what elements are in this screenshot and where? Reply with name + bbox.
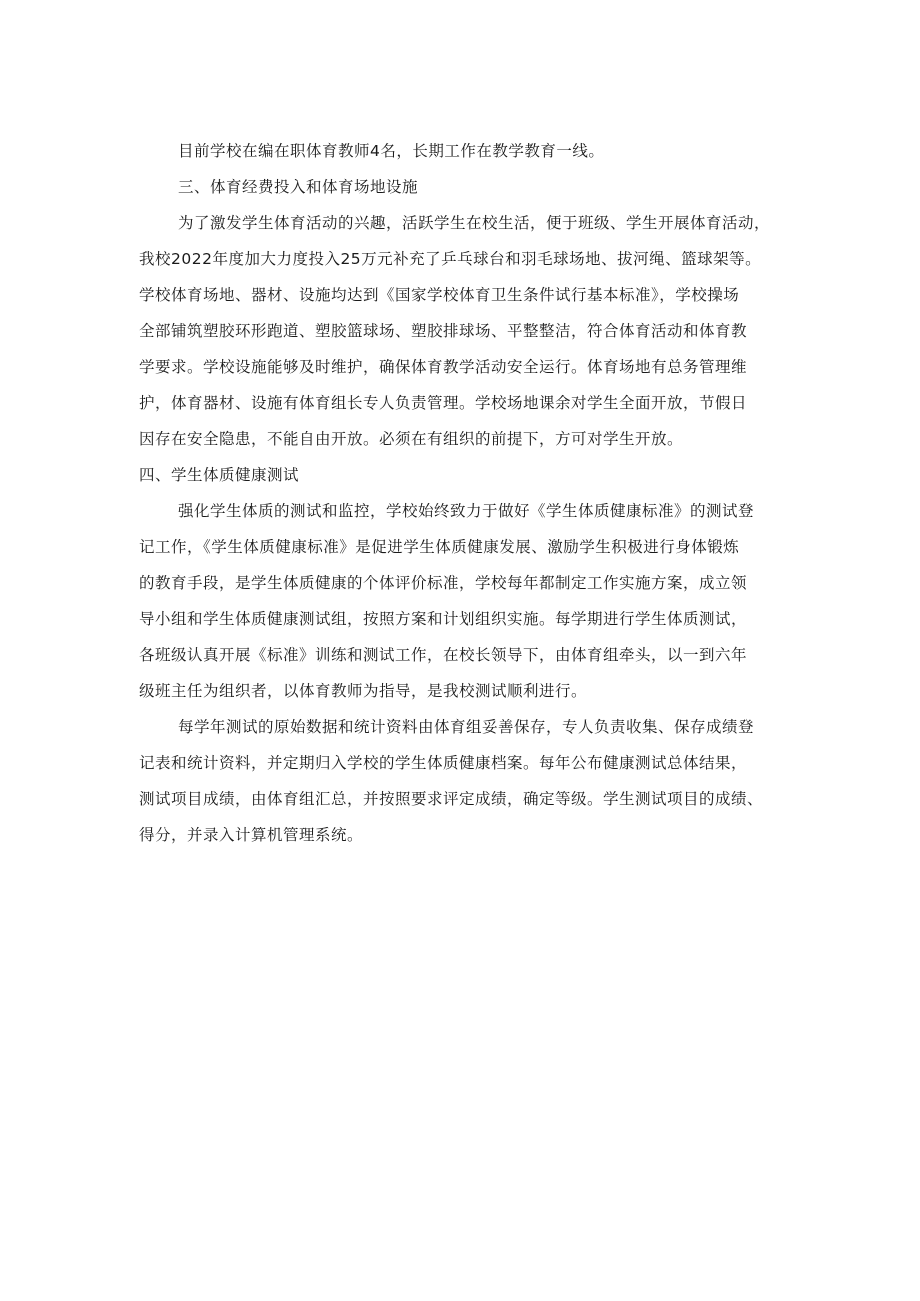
document-body: [139, 133, 789, 853]
paragraph-line: 强化学生体质的测试和监控，学校始终致力于做好《学生体质健康标准》的测试登: [178, 502, 755, 520]
paragraph-line: 全部铺筑塑胶环形跑道、塑胶篮球场、塑胶排球场、平整整洁，符合体育活动和体育教: [139, 322, 748, 340]
paragraph-line: 学要求。学校设施能够及时维护，确保体育教学活动安全运行。体育场地有总务管理维: [139, 358, 748, 376]
paragraph-line: 测试项目成绩，由体育组汇总，并按照要求评定成绩，确定等级。学生测试项目的成绩、: [139, 790, 764, 808]
paragraph-line: 导小组和学生体质健康测试组，按照方案和计划组织实施。每学期进行学生体质测试，: [139, 610, 748, 628]
paragraph-line: 目前学校在编在职体育教师4名，长期工作在教学教育一线。: [178, 142, 605, 160]
paragraph-line: 因存在安全隐患，不能自由开放。必须在有组织的前提下，方可对学生开放。: [139, 430, 684, 448]
paragraph-line: 学校体育场地、器材、设施均达到《国家学校体育卫生条件试行基本标准》，学校操场: [139, 286, 740, 304]
paragraph-line: 各班级认真开展《标准》训练和测试工作，在校长领导下，由体育组牵头，以一到六年: [139, 646, 748, 664]
paragraph-line: 护，体育器材、设施有体育组长专人负责管理。学校场地课余对学生全面开放，节假日: [139, 394, 748, 412]
section-heading-funding: 三、体育经费投入和体育场地设施: [178, 178, 419, 196]
paragraph-line: 得分，并录入计算机管理系统。: [139, 826, 364, 844]
paragraph-line: 为了激发学生体育活动的兴趣，活跃学生在校生活，便于班级、学生开展体育活动，: [178, 214, 771, 232]
paragraph-line: 我校2022年度加大力度投入25万元补充了乒乓球台和羽毛球场地、拔河绳、篮球架等。: [139, 250, 762, 268]
paragraph-line: 级班主任为组织者，以体育教师为指导，是我校测试顺利进行。: [139, 682, 588, 700]
paragraph-line: 每学年测试的原始数据和统计资料由体育组妥善保存，专人负责收集、保存成绩登: [178, 718, 755, 736]
paragraph-line: 的教育手段，是学生体质健康的个体评价标准，学校每年都制定工作实施方案，成立领: [139, 574, 748, 592]
paragraph-line: 记表和统计资料，并定期归入学校的学生体质健康档案。每年公布健康测试总体结果，: [139, 754, 748, 772]
section-heading-fitness-test: 四、学生体质健康测试: [139, 466, 300, 484]
paragraph-line: 记工作，《学生体质健康标准》是促进学生体质健康发展、激励学生积极进行身体锻炼: [139, 538, 740, 556]
